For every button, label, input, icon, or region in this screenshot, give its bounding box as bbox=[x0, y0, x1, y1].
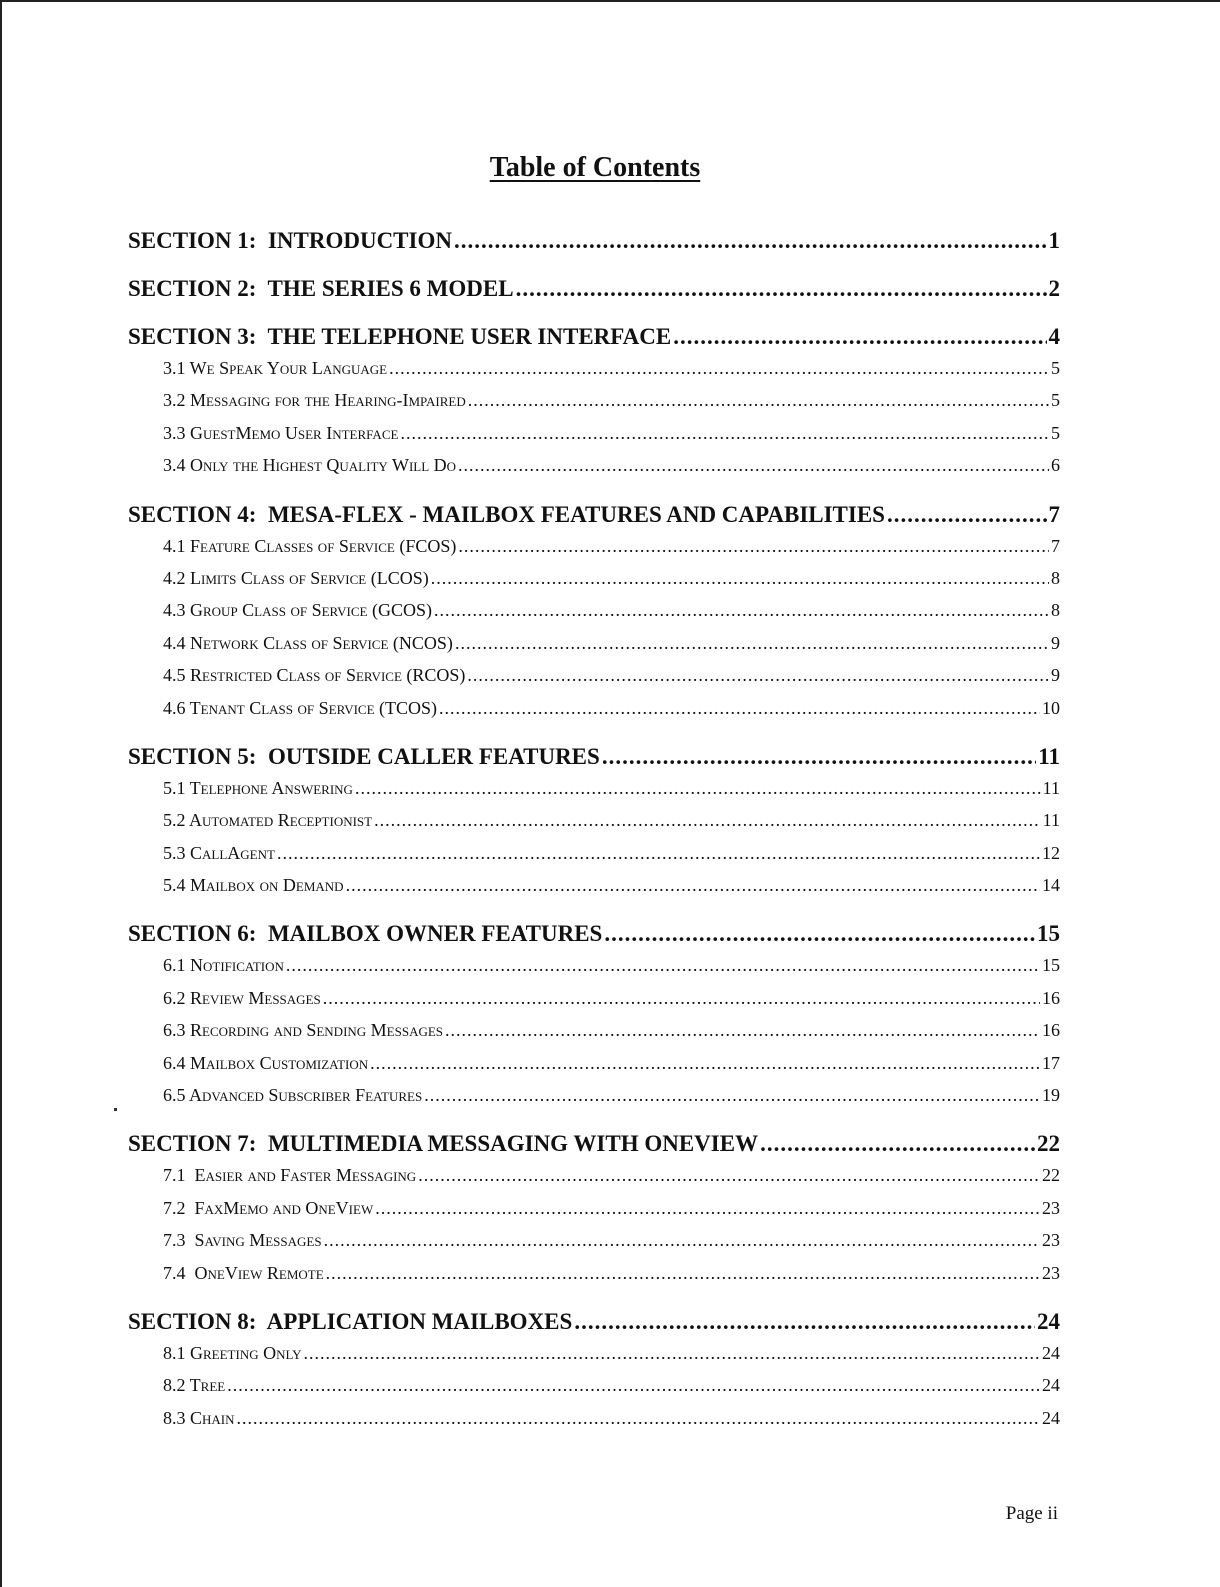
toc-subsection-entry bbox=[128, 1263, 1060, 1295]
toc-subsection-entry bbox=[128, 455, 1060, 487]
toc-subsection-entry bbox=[128, 633, 1060, 665]
toc-section-entry bbox=[128, 921, 1060, 955]
dot-leader bbox=[355, 778, 1041, 799]
scan-speck bbox=[114, 1108, 117, 1111]
toc-section-entry bbox=[128, 324, 1060, 358]
dot-leader bbox=[418, 1165, 1040, 1186]
subsection-page-number: 8 bbox=[1051, 600, 1060, 621]
subsection-page-number: 23 bbox=[1042, 1230, 1060, 1251]
toc-subsection-entry bbox=[128, 698, 1060, 730]
subsection-title: 6.1 Notification bbox=[163, 955, 284, 976]
subsection-title: 8.1 Greeting Only bbox=[163, 1342, 302, 1363]
subsection-title: 3.3 GuestMemo User Interface bbox=[163, 422, 399, 443]
subsection-page-number: 9 bbox=[1051, 632, 1060, 653]
subsection-title: 3.2 Messaging for the Hearing-Impaired bbox=[163, 390, 466, 411]
dot-leader bbox=[277, 843, 1040, 864]
section-page-number: 7 bbox=[1048, 501, 1060, 527]
toc-subsection-entry bbox=[128, 1198, 1060, 1230]
section-page-number: 1 bbox=[1048, 228, 1060, 253]
section-page-number: 2 bbox=[1048, 276, 1060, 301]
toc-subsection-entry bbox=[128, 1230, 1060, 1262]
dot-leader bbox=[323, 988, 1040, 1009]
toc-subsection-entry bbox=[128, 778, 1060, 810]
subsection-title: 5.4 Mailbox on Demand bbox=[163, 875, 344, 896]
dot-leader bbox=[887, 502, 1047, 528]
dot-leader bbox=[455, 633, 1049, 654]
subsection-page-number: 22 bbox=[1042, 1165, 1060, 1186]
toc-subsection-entry bbox=[128, 665, 1060, 697]
dot-leader bbox=[467, 665, 1049, 686]
subsection-page-number: 16 bbox=[1042, 1020, 1060, 1041]
subsection-page-number: 14 bbox=[1042, 875, 1060, 896]
section-page-number: 15 bbox=[1037, 921, 1060, 947]
dot-leader bbox=[370, 1053, 1040, 1074]
table-of-contents bbox=[128, 228, 1060, 1440]
subsection-page-number: 23 bbox=[1042, 1197, 1060, 1218]
subsection-title: 7.2 FaxMemo and OneView bbox=[163, 1197, 374, 1218]
toc-subsection-entry bbox=[128, 1343, 1060, 1375]
toc-subsection-entry bbox=[128, 1165, 1060, 1197]
subsection-page-number: 23 bbox=[1042, 1262, 1060, 1283]
subsection-page-number: 5 bbox=[1051, 358, 1060, 378]
subsection-page-number: 9 bbox=[1051, 665, 1060, 686]
dot-leader bbox=[389, 358, 1049, 379]
subsection-title: 6.5 Advanced Subscriber Features bbox=[163, 1085, 423, 1106]
page-number: Page ii bbox=[1005, 1503, 1058, 1524]
toc-subsection-entry bbox=[128, 1085, 1060, 1117]
toc-subsection-entry bbox=[128, 600, 1060, 632]
dot-leader bbox=[424, 1085, 1040, 1106]
dot-leader bbox=[375, 1198, 1040, 1219]
subsection-page-number: 11 bbox=[1042, 777, 1060, 798]
toc-subsection-entry bbox=[128, 1375, 1060, 1407]
subsection-title: 7.1 Easier and Faster Messaging bbox=[163, 1165, 417, 1186]
subsection-page-number: 6 bbox=[1051, 455, 1060, 476]
toc-section-entry bbox=[128, 228, 1060, 262]
subsection-title: 6.4 Mailbox Customization bbox=[163, 1052, 369, 1073]
subsection-page-number: 19 bbox=[1042, 1085, 1060, 1106]
dot-leader bbox=[760, 1131, 1035, 1157]
subsection-title: 4.6 Tenant Class of Service (TCOS) bbox=[163, 697, 438, 718]
toc-subsection-entry bbox=[128, 988, 1060, 1020]
subsection-title: 7.3 Saving Messages bbox=[163, 1230, 322, 1251]
dot-leader bbox=[468, 390, 1049, 411]
subsection-title: 4.2 Limits Class of Service (LCOS) bbox=[163, 567, 429, 588]
section-title: SECTION 6: MAILBOX OWNER FEATURES bbox=[128, 921, 603, 947]
subsection-page-number: 24 bbox=[1042, 1375, 1060, 1396]
section-title: SECTION 5: OUTSIDE CALLER FEATURES bbox=[128, 743, 600, 769]
subsection-title: 5.3 CallAgent bbox=[163, 842, 275, 863]
toc-section-entry bbox=[128, 502, 1060, 536]
toc-subsection-entry bbox=[128, 843, 1060, 875]
section-page-number: 11 bbox=[1038, 743, 1060, 769]
dot-leader bbox=[439, 698, 1040, 719]
subsection-title: 5.1 Telephone Answering bbox=[163, 777, 353, 798]
dot-leader bbox=[346, 875, 1040, 896]
subsection-page-number: 16 bbox=[1042, 987, 1060, 1008]
subsection-title: 4.4 Network Class of Service (NCOS) bbox=[163, 632, 453, 653]
dot-leader bbox=[326, 1263, 1040, 1284]
subsection-title: 3.4 Only the Highest Quality Will Do bbox=[163, 455, 457, 476]
dot-leader bbox=[673, 324, 1046, 350]
dot-leader bbox=[400, 423, 1049, 444]
subsection-title: 4.5 Restricted Class of Service (RCOS) bbox=[163, 665, 466, 686]
toc-title: Table of Contents bbox=[489, 152, 701, 183]
dot-leader bbox=[458, 455, 1049, 476]
toc-subsection-entry bbox=[128, 1053, 1060, 1085]
dot-leader bbox=[286, 955, 1040, 976]
subsection-title: 6.2 Review Messages bbox=[163, 987, 321, 1008]
section-title: SECTION 3: THE TELEPHONE USER INTERFACE bbox=[128, 324, 672, 349]
subsection-title: 4.3 Group Class of Service (GCOS) bbox=[163, 600, 433, 621]
dot-leader bbox=[434, 600, 1049, 621]
subsection-page-number: 5 bbox=[1051, 390, 1060, 411]
dot-leader bbox=[304, 1343, 1040, 1364]
dot-leader bbox=[604, 921, 1035, 947]
dot-leader bbox=[227, 1375, 1040, 1396]
subsection-title: 5.2 Automated Receptionist bbox=[163, 810, 373, 831]
dot-leader bbox=[374, 810, 1041, 831]
section-title: SECTION 2: THE SERIES 6 MODEL bbox=[128, 276, 514, 301]
toc-subsection-entry bbox=[128, 358, 1060, 390]
subsection-page-number: 15 bbox=[1042, 955, 1060, 976]
section-page-number: 24 bbox=[1037, 1308, 1060, 1334]
dot-leader bbox=[454, 228, 1047, 254]
subsection-title: 8.2 Tree bbox=[163, 1375, 226, 1396]
toc-subsection-entry bbox=[128, 390, 1060, 422]
subsection-page-number: 8 bbox=[1051, 567, 1060, 588]
section-title: SECTION 7: MULTIMEDIA MESSAGING WITH ONEVIEW bbox=[128, 1131, 759, 1157]
dot-leader bbox=[574, 1309, 1035, 1335]
subsection-page-number: 24 bbox=[1042, 1407, 1060, 1428]
section-title: SECTION 1: INTRODUCTION bbox=[128, 228, 452, 253]
section-title: SECTION 8: APPLICATION MAILBOXES bbox=[128, 1308, 573, 1334]
dot-leader bbox=[602, 744, 1036, 770]
dot-leader bbox=[445, 1020, 1040, 1041]
subsection-title: 4.1 Feature Classes of Service (FCOS) bbox=[163, 535, 457, 556]
dot-leader bbox=[324, 1230, 1040, 1251]
toc-section-entry bbox=[128, 1131, 1060, 1165]
section-page-number: 22 bbox=[1037, 1131, 1060, 1157]
toc-subsection-entry bbox=[128, 810, 1060, 842]
toc-subsection-entry bbox=[128, 536, 1060, 568]
subsection-page-number: 12 bbox=[1042, 842, 1060, 863]
toc-section-entry bbox=[128, 1309, 1060, 1343]
subsection-page-number: 24 bbox=[1042, 1342, 1060, 1363]
subsection-page-number: 17 bbox=[1042, 1052, 1060, 1073]
section-title: SECTION 4: MESA-FLEX - MAILBOX FEATURES AND CAPABILITIES bbox=[128, 501, 885, 527]
subsection-title: 7.4 OneView Remote bbox=[163, 1262, 324, 1283]
subsection-page-number: 11 bbox=[1042, 810, 1060, 831]
dot-leader bbox=[431, 568, 1049, 589]
toc-subsection-entry bbox=[128, 423, 1060, 455]
toc-subsection-entry bbox=[128, 1408, 1060, 1440]
subsection-page-number: 10 bbox=[1042, 697, 1060, 718]
dot-leader bbox=[237, 1408, 1041, 1429]
subsection-title: 8.3 Chain bbox=[163, 1407, 235, 1428]
toc-subsection-entry bbox=[128, 1020, 1060, 1052]
section-page-number: 4 bbox=[1048, 324, 1060, 349]
dot-leader bbox=[458, 536, 1049, 557]
subsection-page-number: 5 bbox=[1051, 422, 1060, 443]
toc-subsection-entry bbox=[128, 955, 1060, 987]
toc-section-entry bbox=[128, 744, 1060, 778]
toc-subsection-entry bbox=[128, 568, 1060, 600]
subsection-title: 6.3 Recording and Sending Messages bbox=[163, 1020, 444, 1041]
toc-subsection-entry bbox=[128, 875, 1060, 907]
subsection-title: 3.1 We Speak Your Language bbox=[163, 358, 388, 378]
toc-section-entry bbox=[128, 276, 1060, 310]
subsection-page-number: 7 bbox=[1051, 535, 1060, 556]
dot-leader bbox=[516, 276, 1047, 302]
